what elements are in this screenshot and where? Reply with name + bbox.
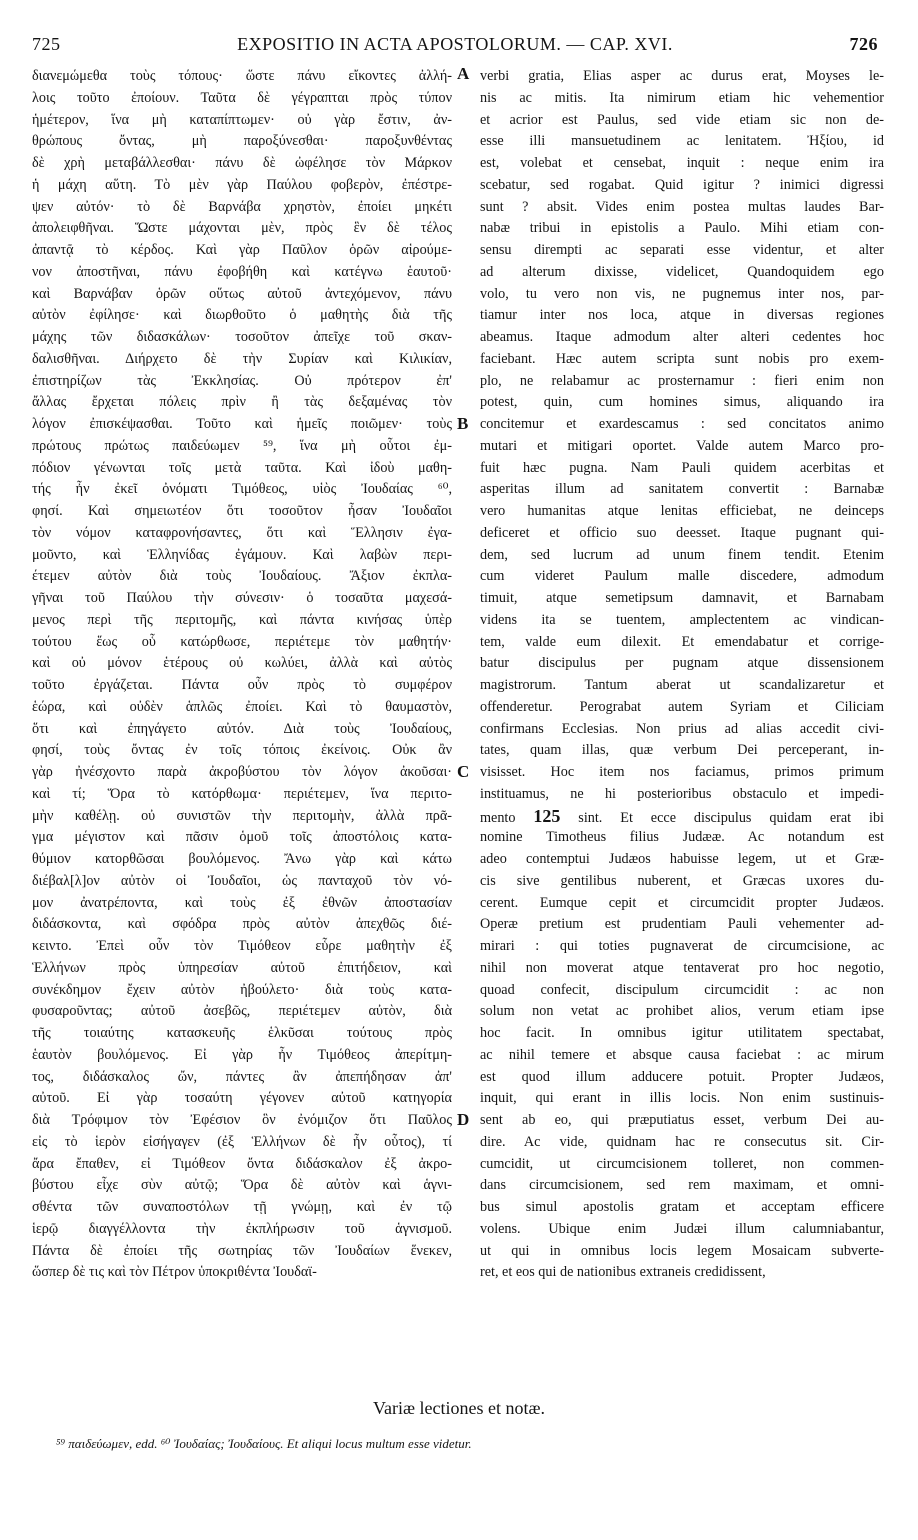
greek-text-line: πόδιον γένωνται τοῖς μετὰ ταῦτα. Καὶ ἰδοὺ μαθη-: [32, 459, 452, 476]
latin-split-after: sint. Et ecce discipulus quidam erat ibi: [560, 809, 884, 826]
footnote: ⁵⁹ παιδεύωμεν, edd. ⁶⁰ Ἰουδαίας; Ἰουδαίους. Et aliqui locus multum esse videtur.: [56, 1436, 472, 1451]
greek-text-line: γὰρ ἠνέσχοντο παρὰ ἀκροβύστου τὸν λόγον ἀκοῦσαι·: [32, 764, 452, 780]
latin-text-line: tates, quam illas, quæ verbum Dei perceperant, in-: [480, 742, 884, 759]
greek-text-line: φησί. Καὶ σημειωτέον ὅτι τοσοῦτον ἦσαν Ἰουδαῖοι: [32, 503, 452, 519]
latin-text-line: quoad confecit, discipulum circumcidit : ac non: [480, 981, 884, 998]
latin-text-line: nihil non moverat atque tentaverat pro hoc negotio,: [480, 959, 884, 976]
latin-text-line: verbi gratia, Elias asper ac durus erat, Moyses le-: [480, 68, 884, 84]
latin-text-line: deficeret et officio suo deesset. Itaque pugnant qui-: [480, 524, 884, 541]
latin-text-line-with-column-number: [480, 806, 884, 828]
greek-text-line: ὥσπερ δὲ τις καὶ τὸν Πέτρον ὑποκριθέντα Ἰουδαϊ-: [32, 1264, 317, 1281]
section-marker-a: A: [457, 64, 470, 83]
latin-text-line: mutari et mitigari oportet. Valde autem Marco pro-: [480, 437, 884, 454]
greek-text-line: μενος περὶ τῆς περιτομῆς, καὶ πάντα κινήσας ὑπὲρ: [32, 611, 452, 628]
greek-text-line: διδάσκοντα, καὶ σφόδρα πρὸς αὐτὸν ἀπεχθῶς διέ-: [32, 916, 452, 933]
latin-text-line: Operæ pretium est prudentiam Pauli vehementer ad-: [480, 916, 884, 933]
latin-text-line: mirari : qui toties pugnaverat de circumcisione, ac: [480, 938, 884, 954]
greek-text-line: τής ἦν ἐκεῖ ὀνόματι Τιμόθεος, υἱὸς Ἰουδαίας ⁶⁰,: [32, 481, 452, 498]
greek-text-line: λοις τοῦτο ἐποίουν. Ταῦτα δὲ γέγραπται πρὸς τύπον: [32, 89, 452, 106]
greek-text-line: κειντο. Ἐπεὶ οὖν τὸν Τιμόθεον εὗρε μαθητὴν ἐξ: [32, 938, 452, 954]
greek-text-line: ἀπαντᾷ τὸ κέρδος. Καὶ γὰρ Παῦλον ὁρῶν αἱρούμε-: [32, 242, 452, 258]
latin-text-line: solum non vetat ac prohibet alios, verum etiam ipse: [480, 1003, 884, 1020]
latin-text-line: esse illi mansuetudinem ac lenitatem. Ἠξίου, id: [480, 133, 884, 150]
greek-text-line: Πάντα δὲ ἐποίει τῆς σωτηρίας τῶν Ἰουδαίων ἕνεκεν,: [32, 1242, 452, 1259]
greek-text-line: θρώπους ὄντας, μὴ παροξύνεσθαι· παροξυνθέντας: [32, 133, 452, 150]
greek-text-line: έτεμεν αὐτὸν διὰ τοὺς Ἰουδαίους. Ἄξιον ἐκπλα-: [32, 568, 452, 585]
latin-text-line: offenderetur. Perograbat autem Syriam et Ciliciam: [480, 698, 884, 715]
greek-text-line: φησί, τοὺς ὄντας ἐν τοῖς τόποις ἐκείνοις. Οὐκ ἂν: [32, 742, 452, 759]
latin-text-line: dem, sed lucrum ad unum finem tendit. Etenim: [480, 546, 884, 563]
latin-text-line: visisset. Hoc item nos faciamus, primos primum: [480, 764, 884, 780]
greek-text-line: ἄλλας ἔρχεται πόλεις πρὶν ἢ τὰς δεξαμένας τὸν: [32, 394, 452, 411]
latin-text-line: adeo contemptui Judæos habuisse legem, ut et Græ-: [480, 851, 884, 867]
greek-text-line: μον ἀνατρέποντα, καὶ τοὺς ἐξ ἐθνῶν ἀποστασίαν: [32, 894, 452, 911]
greek-text-line: ἐπιστηρίζων τὰς Ἐκκλησίας. Οὐ πρότερον ἐπ': [32, 372, 452, 389]
latin-text-line: est, volebat et censebat, inquit : neque enim ira: [480, 155, 884, 171]
running-title: EXPOSITIO IN ACTA APOSTOLORUM. — CAP. XVI.: [237, 34, 673, 54]
greek-text-line: βύστου εἶχε σὺν αὐτῷ; Ὅρα δὲ αὐτὸν καὶ ἁγνι-: [32, 1177, 452, 1194]
greek-text-line: αὐτοῦ. Εἰ γὰρ τοσαύτη γέγονεν αὐτοῦ κατηγορία: [32, 1090, 452, 1107]
greek-text-line: καὶ Βαρνάβαν ὁρῶν οὕτως αὐτοῦ ἀντεχόμενον, πάνυ: [32, 285, 452, 302]
greek-text-line: φυσαροῦντας; αὐτοῦ ἀσεβῶς, περιέτεμεν αὐτὸν, διὰ: [32, 1003, 452, 1020]
greek-text-line: καὶ τί; Ὅρα τὸ κατόρθωμα· περιέτεμεν, ἵνα περιτο-: [32, 785, 452, 802]
latin-text-line: inquit, qui erant in illis locis. Non enim sustinuis-: [480, 1090, 884, 1107]
latin-text-line: sent ab eo, qui præputiatus esset, verbum Dei au-: [480, 1112, 884, 1128]
latin-text-line: batur discipulus per pugnam atque dissensionem: [480, 655, 884, 672]
latin-text-line: timuit, atque semetipsum damnavit, et Barnabam: [480, 590, 884, 606]
greek-text-line: σθέντα τῶν συναποστόλων τῇ γνώμῃ, καὶ ἐν τῷ: [32, 1199, 452, 1215]
latin-text-line: confirmans Ecclesias. Non prius ad alias accedit civi-: [480, 720, 884, 737]
greek-text-line: μὴν καθέλῃ. οὐ συνιστῶν τὴν περιτομὴν, ἀλλὰ πρᾶ-: [32, 807, 452, 824]
greek-text-line: τοῦτο ἐργάζεται. Πάντα οὖν πρὸς τὸ συμφέρον: [32, 677, 452, 693]
greek-text-line: ἡ μάχη αὕτη. Τὸ μὲν γὰρ Παύλου φοβερὸν, ἐπέστρε-: [32, 176, 452, 193]
latin-text-line: et acrior est Paulus, sed vide etiam sic non de-: [480, 111, 884, 128]
latin-text-line: tem, valde eum dilexit. Et emendabatur et corrige-: [480, 633, 884, 650]
greek-text-column: [32, 66, 452, 1284]
latin-text-line: scebatur, sed rogabat. Quid igitur ? inimici digressi: [480, 176, 884, 193]
greek-text-line: τὸν νόμον καταφρονήσαντες, ὅτι καὶ Ἕλλησιν ἐγα-: [32, 524, 452, 541]
latin-text-line: cerent. Eumque cepit et circumcidit propter Judæos.: [480, 894, 884, 911]
latin-text-line: ut qui in omnibus locis legem Mosaicam subverte-: [480, 1242, 884, 1259]
greek-text-line: γμα μέγιστον καὶ πᾶσιν ὁμοῦ τοῖς ἀποστόλοις κατα-: [32, 829, 452, 846]
latin-text-line: cis sive gentilibus nuberent, et Græcas uxores du-: [480, 872, 884, 889]
latin-text-line: abeamus. Itaque admodum alter alteri cedentes hoc: [480, 329, 884, 345]
latin-text-line: concitemur et exardescamus : sed concitatos animo: [480, 416, 884, 432]
latin-text-line: dire. Ac vide, quidnam hac re consecutus sit. Cir-: [480, 1133, 884, 1150]
latin-text-line: sensu dirempti ac separati esse videntur, et alter: [480, 242, 884, 258]
section-marker-b: B: [457, 414, 469, 433]
latin-text-line: asperitas illum ad sanitatem convertit : Barnabæ: [480, 481, 884, 498]
greek-text-line: νον ἀποστῆναι, πάνυ ἐφοβήθη καὶ κατέγνω ἑαυτοῦ·: [32, 263, 452, 280]
latin-text-line: plo, ne relabamur ac prosternamur : fieri enim non: [480, 372, 884, 389]
latin-text-line: fuit hæc pugna. Nam Pauli quidem acerbitas et: [480, 459, 884, 476]
latin-text-line: volo, tu vero non vis, ne pugnemus inter nos, par-: [480, 285, 884, 302]
greek-text-line: τος, διδάσκαλος ὤν, πάντες ἂν ἀπεπήδησαν ἀπ': [32, 1068, 452, 1085]
latin-text-line: nabæ tribui in epistolis a Paulo. Mihi etiam con-: [480, 220, 884, 237]
greek-text-line: συνέκδημον ἔχειν αὐτὸν ἠβούλετο· διὰ τοὺς κατα-: [32, 981, 452, 998]
greek-text-line: ψεν αὐτόν· τὸ δὲ Βαρνάβα χρηστὸν, ἐποίει μηκέτι: [32, 198, 452, 215]
greek-text-line: πρώτους πρώτως παιδεύωμεν ⁵⁹, ἵνα μὴ οὗτοι ἐμ-: [32, 437, 452, 454]
greek-text-line: τῆς τοιαύτης κατασκευῆς ἑλκῦσαι τούτους πρὸς: [32, 1025, 452, 1041]
latin-text-line: potest, quin, cum homines simus, aliquando ira: [480, 394, 884, 411]
greek-text-line: ὅτι καὶ ἐπηγάγετο αὐτόν. Διὰ τοὺς Ἰουδαίους,: [32, 720, 452, 737]
greek-text-line: ἑώρα, καὶ οὐδὲν ἁπλῶς ἐποίει. Καὶ τὸ θαυμαστὸν,: [32, 698, 452, 715]
latin-text-line: est quod illum adducere potuit. Propter Judæos,: [480, 1068, 884, 1085]
section-marker-c: C: [457, 762, 470, 781]
greek-text-line: Ἑλλήνων πρὸς ὑπηρεσίαν αὐτοῦ ἐπιτήδειον, καὶ: [32, 959, 452, 976]
latin-text-line: vero humanitas atque lenitas efficiebat, ne deinceps: [480, 503, 884, 519]
page-number-left: 725: [32, 34, 61, 54]
page-header: [32, 34, 878, 60]
notes-title: Variæ lectiones et notæ.: [373, 1398, 545, 1418]
latin-text-line: tiamur inter nos loca, atque in diversas regiones: [480, 307, 884, 324]
greek-text-line: ἄρα ἔπαθεν, εἰ Τιμόθεον ὄντα διδάσκαλον ἐξ ἀκρο-: [32, 1155, 452, 1172]
greek-text-line: διὰ Τρόφιμον τὸν Ἐφέσιον ὃν ἐνόμιζον ὅτι Παῦλος: [32, 1112, 452, 1128]
latin-text-line: ac nihil temere et absque causa faciebat : ac mirum: [480, 1046, 884, 1063]
latin-text-line: volens. Ubique enim Judæi illum calumniabantur,: [480, 1220, 884, 1237]
greek-text-line: μάχης τῶν διδασκάλων· τοσοῦτον ἀπεῖχε τοῦ σκαν-: [32, 329, 452, 345]
greek-text-line: καὶ οὐ μόνον ἑτέρους οὐ κωλύει, ἀλλὰ καὶ αὐτὸς: [32, 655, 452, 672]
latin-text-line: ad alterum dixisse, videlicet, Quandoquidem ego: [480, 263, 884, 280]
greek-text-line: διανεμώμεθα τοὺς τόπους· ὥστε πάνυ εἴκοντες ἀλλή-: [32, 68, 452, 84]
latin-text-line: cumcidit, ut circumcisionem tolleret, non commen-: [480, 1155, 884, 1172]
latin-text-line: sunt ? absit. Vides enim postea multas laudes Bar-: [480, 198, 884, 215]
section-marker-d: D: [457, 1110, 470, 1129]
greek-text-line: εἰς τὸ ἱερὸν εἰσήγαγεν (ἐξ Ἑλλήνων δὲ ἦν οὗτος), τί: [32, 1133, 452, 1150]
latin-text-line: dans circumcisionem, sed rem maximam, et omni-: [480, 1177, 884, 1194]
greek-text-line: μοῦντο, καὶ Ἑλληνίδας ἐγάμουν. Καὶ λαβὼν περι-: [32, 546, 452, 563]
latin-text-line: faciebant. Hæc autem scripta sunt nobis pro exem-: [480, 350, 884, 367]
latin-text-line: nomine Timotheus filius Judææ. Ac notandum est: [480, 829, 884, 846]
greek-text-line: θύμιον κατορθῶσαι βουλόμενος. Ἄνω γὰρ καὶ κάτω: [32, 851, 452, 867]
latin-split-before: mento: [480, 809, 534, 826]
greek-text-line: ἀπολειφθῆναι. Ὥστε μάχονται μὲν, πρὸς ἓν δὲ τέλος: [32, 220, 452, 237]
latin-text-line: videns ita se tuentem, amplectentem ac vindican-: [480, 611, 884, 628]
greek-text-line: γῆναι τοῦ Παύλου τὴν σύνεσιν· ὁ τοσαῦτα μαχεσά-: [32, 590, 452, 606]
greek-text-line: διέβαλ[λ]ον αὐτὸν οἱ Ἰουδαῖοι, ὡς πανταχοῦ τὸν νό-: [32, 872, 452, 889]
latin-text-line: bus simul apostolis gratam et acceptam efficere: [480, 1199, 884, 1215]
latin-text-line: nis ac mitis. Ita nimirum etiam hic vehementior: [480, 89, 884, 106]
latin-text-line: ret, et eos qui de nationibus extraneis credidissent,: [480, 1264, 766, 1281]
greek-text-line: ἱερῷ διαγγέλλοντα τὴν ἐκπλήρωσιν τοῦ ἁγνισμοῦ.: [32, 1220, 452, 1237]
greek-text-line: δὲ χρὴ μεταβάλλεσθαι· πάνυ δὲ ὠφέλησε τὸν Μάρκον: [32, 155, 452, 171]
greek-text-line: λόγον ἐπισκέψασθαι. Τοῦτο καὶ ἡμεῖς ποιῶμεν· τοὺς: [32, 416, 452, 432]
greek-text-line: αὐτὸν ἐφίλησε· καὶ διωρθοῦτο ὁ μαθητὴς διὰ τῆς: [32, 307, 452, 324]
greek-text-line: ἡμέτερον, ἵνα μὴ καταπίπτωμεν· οὐ γὰρ ἔστιν, ἀν-: [32, 111, 452, 128]
latin-text-column: [480, 66, 884, 1284]
greek-text-line: τούτου ἕως οὗ κατώρθωσε, περιέτεμε τὸν μαθητήν·: [32, 633, 452, 650]
page-number-right: 726: [849, 34, 878, 54]
latin-text-line: hoc facit. In omnibus igitur utilitatem spectabat,: [480, 1025, 884, 1041]
latin-text-line: cum videret Paulum malle discedere, admodum: [480, 568, 884, 585]
latin-text-line: magistrorum. Tantum aberat ut scandalizaretur et: [480, 677, 884, 693]
column-number: 125: [533, 805, 561, 826]
greek-text-line: δαλισθῆναι. Διήρχετο δὲ τὴν Συρίαν καὶ Κιλικίαν,: [32, 350, 452, 367]
greek-text-line: ἑαυτὸν βουλόμενος. Εἰ γὰρ ἦν Τιμόθεος ἀπερίτμη-: [32, 1046, 452, 1063]
latin-text-line: instituamus, ne hi posterioribus obstaculo et impedi-: [480, 785, 884, 802]
